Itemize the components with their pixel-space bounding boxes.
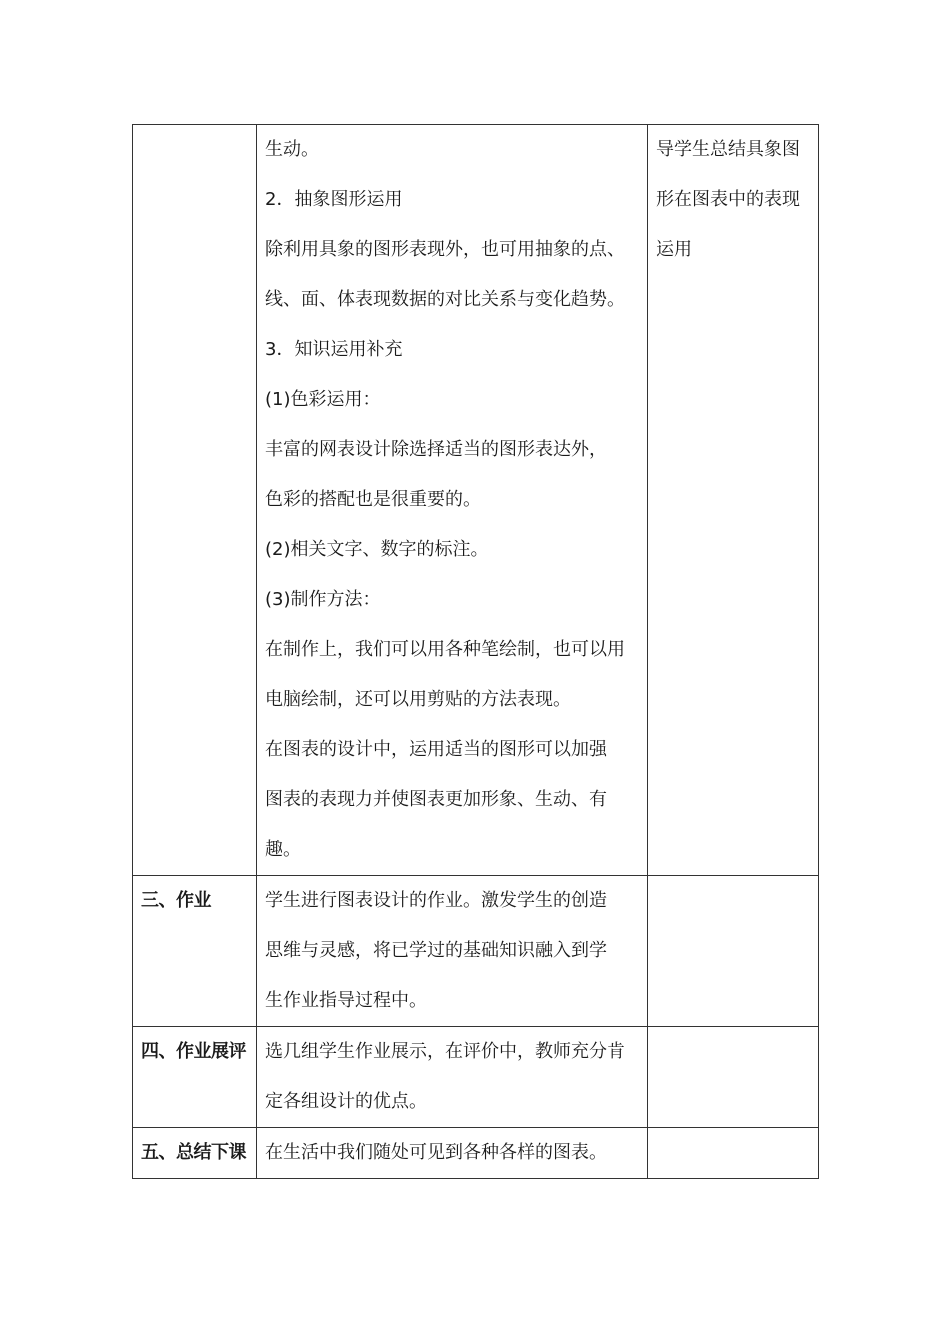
content-line: 丰富的网表设计除选择适当的图形表达外， bbox=[265, 439, 607, 460]
table-row bbox=[133, 125, 819, 876]
content-line: 图表的表现力并使图表更加形象、生动、有 bbox=[265, 789, 607, 810]
note-cell bbox=[648, 1128, 819, 1179]
content-cell bbox=[257, 876, 648, 1027]
note-cell bbox=[648, 125, 819, 876]
stage-cell: 四、作业展评 bbox=[133, 1027, 257, 1128]
content-line: 趣。 bbox=[265, 839, 301, 860]
note-line: 运用 bbox=[656, 239, 692, 260]
content-line: 色彩的搭配也是很重要的。 bbox=[265, 489, 481, 510]
note-cell bbox=[648, 1027, 819, 1128]
content-line: 生动。 bbox=[265, 139, 319, 160]
content-cell bbox=[257, 1128, 648, 1179]
content-line: 在制作上，我们可以用各种笔绘制，也可以用 bbox=[265, 639, 625, 660]
content-line: 2．抽象图形运用 bbox=[265, 189, 403, 210]
note-line: 导学生总结具象图 bbox=[656, 139, 800, 160]
stage-cell bbox=[133, 125, 257, 876]
content-line: (3)制作方法： bbox=[265, 589, 381, 610]
content-line: 思维与灵感，将已学过的基础知识融入到学 bbox=[265, 940, 607, 961]
content-line: 3．知识运用补充 bbox=[265, 339, 403, 360]
table-row bbox=[133, 876, 819, 1027]
content-line: (2)相关文字、数字的标注。 bbox=[265, 539, 489, 560]
content-cell bbox=[257, 125, 648, 876]
content-line: 线、面、体表现数据的对比关系与变化趋势。 bbox=[265, 289, 625, 310]
stage-cell: 三、作业 bbox=[133, 876, 257, 1027]
table-row bbox=[133, 1128, 819, 1179]
note-cell bbox=[648, 876, 819, 1027]
lesson-plan-table bbox=[132, 124, 819, 1179]
content-line: 在生活中我们随处可见到各种各样的图表。 bbox=[265, 1142, 607, 1163]
content-cell bbox=[257, 1027, 648, 1128]
stage-cell: 五、总结下课 bbox=[133, 1128, 257, 1179]
content-line: 定各组设计的优点。 bbox=[265, 1091, 427, 1112]
content-line: (1)色彩运用： bbox=[265, 389, 381, 410]
note-line: 形在图表中的表现 bbox=[656, 189, 800, 210]
content-line: 生作业指导过程中。 bbox=[265, 990, 427, 1011]
content-line: 电脑绘制，还可以用剪贴的方法表现。 bbox=[265, 689, 571, 710]
content-line: 除利用具象的图形表现外，也可用抽象的点、 bbox=[265, 239, 625, 260]
content-line: 选几组学生作业展示，在评价中，教师充分肯 bbox=[265, 1041, 625, 1062]
content-line: 在图表的设计中，运用适当的图形可以加强 bbox=[265, 739, 607, 760]
content-line: 学生进行图表设计的作业。激发学生的创造 bbox=[265, 890, 607, 911]
table-row bbox=[133, 1027, 819, 1128]
